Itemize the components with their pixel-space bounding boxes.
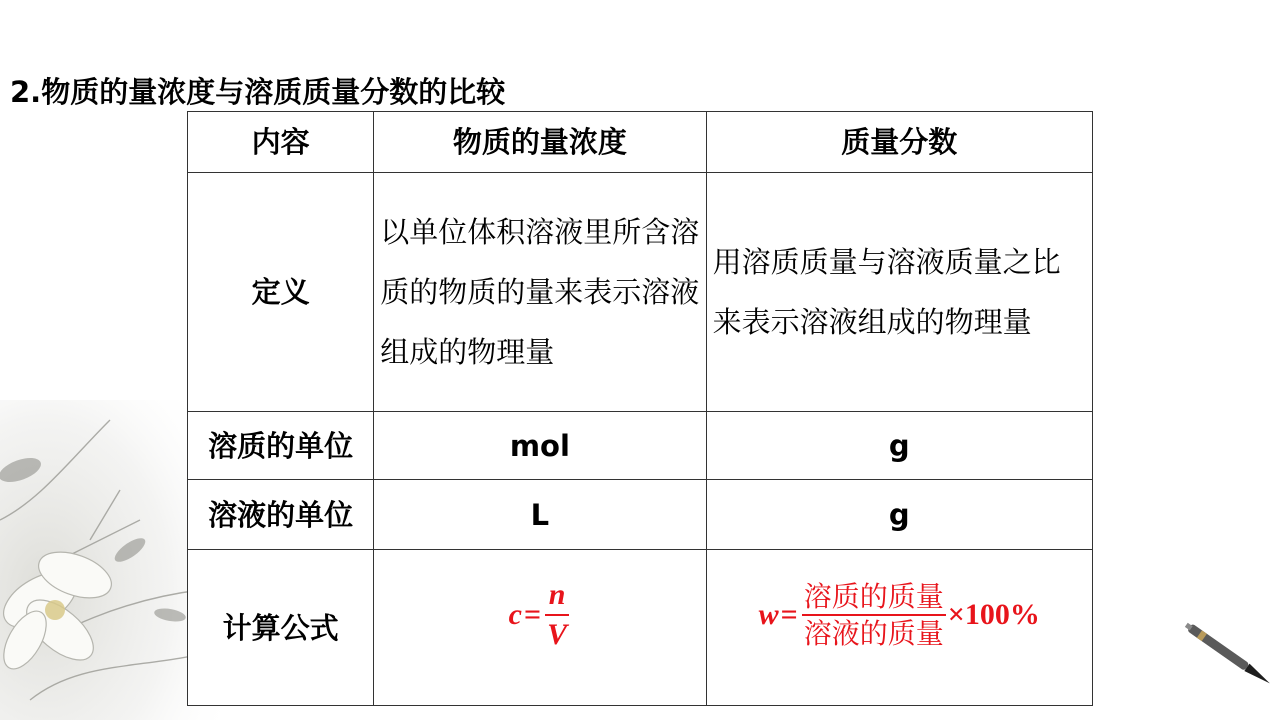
- table-row-solution-unit: [188, 480, 1093, 550]
- header-molarity: 物质的量浓度: [374, 112, 706, 173]
- comparison-table: [187, 111, 1093, 706]
- formula-denominator-v: V: [547, 617, 568, 651]
- row-label-definition: 定义: [188, 173, 374, 412]
- row-label-solution-unit: 溶液的单位: [188, 480, 374, 550]
- mass-fraction-fraction: [802, 579, 946, 651]
- formula-numerator-solute-mass: 溶质的质量: [803, 579, 944, 613]
- solution-unit-mass-fraction: g: [706, 480, 1092, 550]
- formula-denominator-solution-mass: 溶液的质量: [803, 616, 944, 650]
- table-row-formula: [188, 550, 1093, 706]
- formula-w-symbol: w: [758, 597, 779, 631]
- formula-numerator-n: n: [548, 578, 566, 611]
- mass-fraction-formula: [759, 579, 1040, 651]
- solute-unit-mass-fraction: g: [706, 412, 1092, 480]
- formula-multiplier: ×100%: [947, 597, 1040, 631]
- row-label-formula: 计算公式: [188, 550, 374, 706]
- molarity-formula: [509, 576, 571, 653]
- solute-unit-molarity: mol: [374, 412, 706, 480]
- formula-c-symbol: c: [508, 597, 522, 631]
- solution-unit-molarity: L: [374, 480, 706, 550]
- formula-equals-sign: =: [523, 597, 542, 631]
- definition-mass-fraction: 用溶质质量与溶液质量之比来表示溶液组成的物理量: [706, 173, 1092, 412]
- table-header-row: [188, 112, 1093, 173]
- header-mass-fraction: 质量分数: [706, 112, 1092, 173]
- slide-heading: 2.物质的量浓度与溶质质量分数的比较: [10, 75, 506, 109]
- header-content: 内容: [188, 112, 374, 173]
- formula-molarity-cell: [374, 550, 706, 706]
- row-label-solute-unit: 溶质的单位: [188, 412, 374, 480]
- formula-equals-sign: =: [780, 597, 798, 631]
- formula-mass-fraction-cell: [706, 550, 1092, 706]
- ink-brush-illustration: [1170, 600, 1280, 710]
- molarity-fraction: [545, 576, 569, 653]
- table-row-definition: [188, 173, 1093, 412]
- definition-molarity: 以单位体积溶液里所含溶质的物质的量来表示溶液组成的物理量: [374, 173, 706, 412]
- table-row-solute-unit: [188, 412, 1093, 480]
